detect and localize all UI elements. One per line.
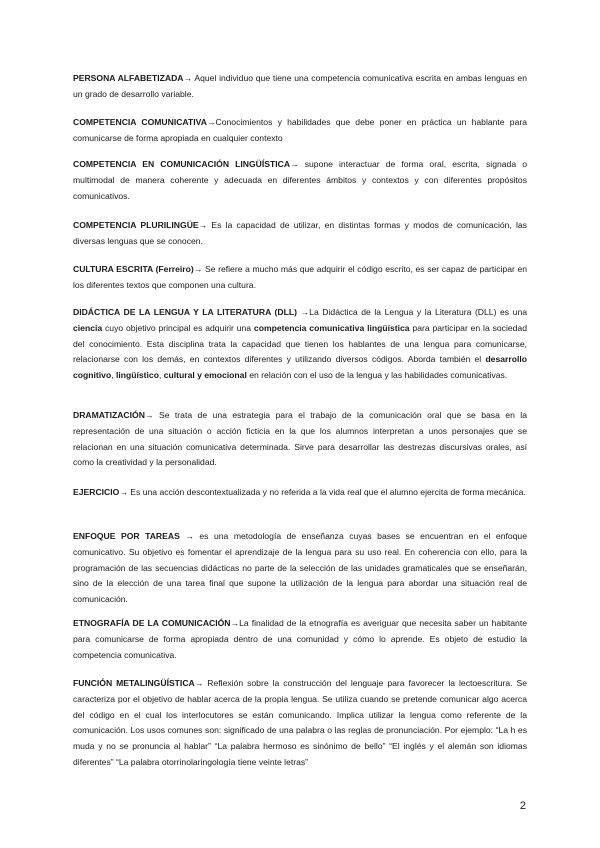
glossary-entry-enfoque-tareas	[73, 529, 527, 608]
arrow-icon: →	[198, 220, 208, 230]
arrow-icon: →	[296, 307, 310, 317]
entry-definition: Conocimientos y habilidades que debe poner en práctica un hablante para comunicarse de forma apropiada en cualquier contexto	[73, 117, 527, 143]
entry-term: DRAMATIZACIÓN	[73, 410, 145, 420]
entry-definition: Es la capacidad de utilizar, en distintas formas y modos de comunicación, las diversas lenguas que se conocen.	[73, 220, 527, 246]
glossary-entry-cultura-escrita	[73, 262, 527, 294]
entry-term: DIDÁCTICA DE LA LENGUA Y LA LITERATURA (DLL)	[73, 307, 297, 317]
entry-definition-part: La Didáctica de la Lengua y la Literatura (DLL) es una	[309, 307, 528, 317]
glossary-entry-dramatizacion	[73, 408, 527, 471]
highlight-ciencia: ciencia	[73, 322, 103, 333]
entry-definition-part: ,	[158, 370, 164, 381]
entry-term: ETNOGRAFÍA DE LA COMUNICACIÓN	[73, 618, 231, 628]
entry-definition: Se trata de una estrategia para el trabajo de la comunicación oral que se basa en la representación de una situación o acción ficticia en la que los alumnos interpretan a unos personajes que se relacionan en una situación comunicativa determinada. Sirve para desarrollar las destrezas discursivas orales, así como la creatividad y la personalidad.	[73, 410, 527, 468]
entry-definition: Reflexión sobre la construcción del lenguaje para favorecer la lectoescritura. Se caracteriza por el objetivo de hablar acerca de la propia lengua. Se utiliza cuando se pretende comunicar algo acerca del código en el cual los interlocutores se están comunicando. Implica utilizar la lengua como referente de la comunicación. Los usos comunes son: significado de una palabra o las reglas de pronunciación. Por ejemplo: “La h es muda y no se pronuncia al hablar” “La palabra hermoso es sinónimo de bello” “El inglés y el alemán son idiomas diferentes” “La palabra otorrinolaringología tiene veinte letras”	[73, 678, 527, 767]
glossary-entry-competencia-plurilingue	[73, 218, 527, 250]
entry-term: FUNCIÓN METALINGÜÍSTICA	[73, 678, 195, 688]
entry-term: ENFOQUE POR TAREAS	[73, 531, 180, 541]
entry-term: PERSONA ALFABETIZADA	[73, 73, 184, 83]
glossary-entry-persona-alfabetizada	[73, 71, 527, 103]
highlight-desarrollo-cognitivo: desarrollo cognitivo	[73, 354, 527, 381]
entry-definition-part: ,	[111, 370, 116, 381]
entry-term: COMPETENCIA EN COMUNICACIÓN LINGÜÍSTICA	[73, 159, 291, 169]
arrow-icon: →	[179, 531, 194, 541]
entry-term: COMPETENCIA COMUNICATIVA	[73, 117, 207, 127]
glossary-entry-didactica-dll	[73, 305, 527, 384]
entry-definition-part: para participar en la sociedad del conocimiento. Esta disciplina trata la capacidad que tienen los hablantes de una lengua para comunicarse, relacionarse con los demás, en contextos diferentes y utilizando diversos códigos. Aborda también el	[73, 322, 527, 365]
glossary-entry-competencia-comunicativa	[73, 115, 527, 147]
entry-definition: supone interactuar de forma oral, escrita, signada o multimodal de manera coherente y adecuada en diferentes ámbitos y contextos y con diferentes propósitos comunicativos.	[73, 159, 527, 201]
glossary-entry-competencia-linguistica	[73, 157, 527, 204]
highlight-cultural-emocional: cultural y emocional	[163, 370, 247, 381]
page-number: 2	[519, 800, 526, 812]
entry-term: EJERCICIO	[73, 487, 120, 497]
entry-term: COMPETENCIA PLURILINGÜE	[73, 220, 199, 230]
glossary-entry-funcion-metalinguistica	[73, 676, 527, 771]
entry-definition-part: cuyo objetivo principal es adquirir una	[102, 322, 254, 333]
glossary-entry-ejercicio	[73, 485, 527, 501]
arrow-icon: →	[183, 73, 193, 83]
arrow-icon: →	[206, 117, 216, 127]
entry-definition: Se refiere a mucho más que adquirir el código escrito, es ser capaz de participar en los diferentes textos que componen una cultura.	[73, 264, 528, 290]
highlight-linguistico: lingüístico	[115, 370, 159, 381]
entry-definition: La finalidad de la etnografía es averiguar que necesita saber un habitante para comunicarse de forma apropiada dentro de una comunidad y cómo lo aprende. Es objeto de estudio la competencia comunicativa.	[73, 618, 527, 660]
entry-definition: Es una acción descontextualizada y no referida a la vida real que el alumno ejercita de forma mecánica.	[127, 487, 526, 497]
entry-definition-part: en relación con el uso de la lengua y las habilidades comunicativas.	[246, 370, 508, 381]
arrow-icon: →	[193, 264, 203, 274]
entry-definition: Aquel individuo que tiene una competencia comunicativa escrita en ambas lenguas en un grado de desarrollo variable.	[73, 73, 527, 99]
arrow-icon: →	[194, 678, 204, 688]
entry-term: CULTURA ESCRITA (Ferreiro)	[73, 264, 194, 274]
highlight-competencia: competencia comunicativa lingüística	[253, 322, 410, 333]
glossary-entry-etnografia	[73, 616, 527, 663]
arrow-icon: →	[119, 487, 128, 497]
arrow-icon: →	[144, 410, 154, 420]
arrow-icon: →	[230, 618, 240, 628]
arrow-icon: →	[290, 159, 299, 169]
entry-definition: es una metodología de enseñanza cuyas bases se encuentran en el enfoque comunicativo. Su objetivo es fomentar el aprendizaje de la lengua para su uso real. En coherencia con ello, para la programación de las secuencias didácticas no parte de la selección de las unidades gramaticales que se enseñarán, sino de la elección de una tarea final que supone la utilización de la lengua para abordar una situación real de comunicación.	[73, 531, 527, 605]
